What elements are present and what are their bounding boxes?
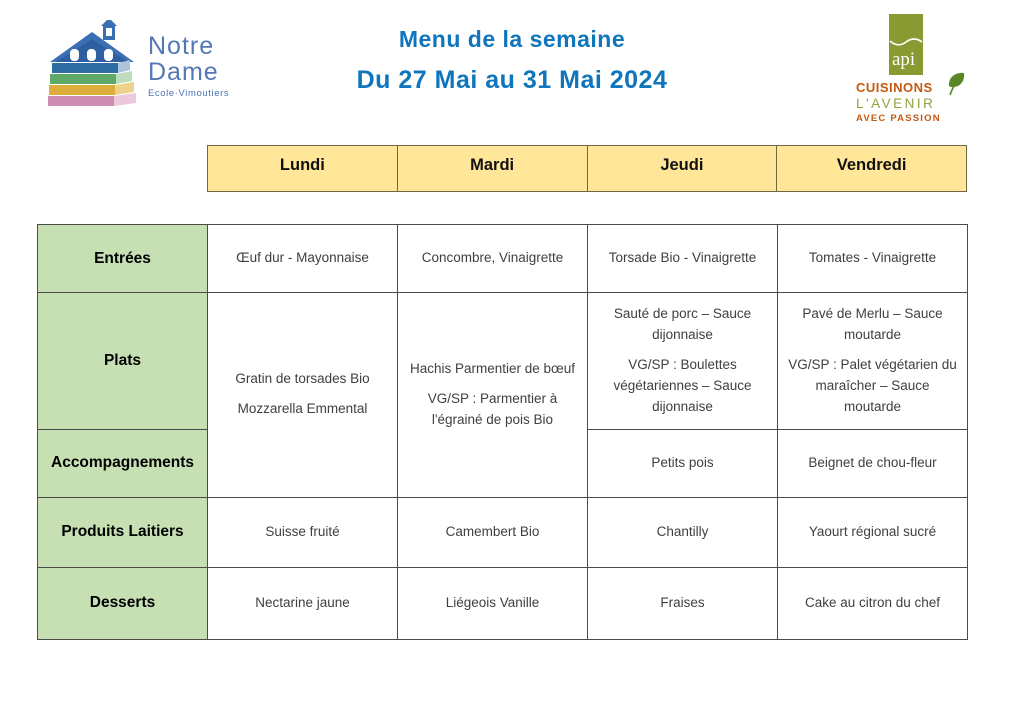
cell-entrees-vendredi: Tomates - Vinaigrette bbox=[778, 225, 968, 293]
cell-entrees-jeudi: Torsade Bio - Vinaigrette bbox=[588, 225, 778, 293]
cell-laitiers-mardi: Camembert Bio bbox=[398, 497, 588, 567]
cell-entrees-lundi: Œuf dur - Mayonnaise bbox=[208, 225, 398, 293]
cell-plats-jeudi bbox=[588, 293, 778, 430]
cell-laitiers-vendredi: Yaourt régional sucré bbox=[778, 497, 968, 567]
day-header-lundi: Lundi bbox=[208, 146, 398, 191]
day-header-mardi: Mardi bbox=[398, 146, 588, 191]
cell-desserts-vendredi: Cake au citron du chef bbox=[778, 567, 968, 639]
table-row-produits-laitiers bbox=[38, 497, 968, 567]
page-title bbox=[262, 26, 762, 95]
dish: VG/SP : Boulettes végétariennes – Sauce dijonnaise bbox=[613, 356, 752, 414]
cell-laitiers-lundi: Suisse fruité bbox=[208, 497, 398, 567]
leaf-icon bbox=[946, 72, 966, 101]
day-header-row bbox=[207, 145, 967, 192]
cell-desserts-lundi: Nectarine jaune bbox=[208, 567, 398, 639]
cell-entrees-mardi: Concombre, Vinaigrette bbox=[398, 225, 588, 293]
table-row-entrees bbox=[38, 225, 968, 293]
dish: Pavé de Merlu – Sauce moutarde bbox=[802, 306, 943, 342]
api-tagline-3: AVEC PASSION bbox=[856, 113, 941, 124]
dish: Sauté de porc – Sauce dijonnaise bbox=[613, 306, 752, 342]
cell-desserts-jeudi: Fraises bbox=[588, 567, 778, 639]
api-brand-text: api bbox=[892, 49, 916, 70]
menu-date-range: Du 27 Mai au 31 Mai 2024 bbox=[356, 66, 668, 94]
cell-accompagnements-vendredi: Beignet de chou-fleur bbox=[778, 429, 968, 497]
dish: VG/SP : Palet végétarien du maraîcher – Sauce moutarde bbox=[788, 356, 957, 414]
dish: Gratin de torsades Bio bbox=[235, 371, 370, 387]
cell-accompagnements-jeudi: Petits pois bbox=[588, 429, 778, 497]
row-label-plats: Plats bbox=[38, 293, 208, 430]
cell-plats-lundi bbox=[208, 293, 398, 498]
cell-plats-mardi bbox=[398, 293, 588, 498]
api-brand-icon bbox=[889, 14, 923, 75]
row-label-produits-laitiers: Produits Laitiers bbox=[38, 497, 208, 567]
cell-laitiers-jeudi: Chantilly bbox=[588, 497, 778, 567]
api-tagline-2: L'AVENIR bbox=[856, 96, 936, 111]
dish: VG/SP : Parmentier à l'égrainé de pois Bio bbox=[427, 390, 558, 427]
day-header-jeudi: Jeudi bbox=[588, 146, 778, 191]
school-logo-text bbox=[148, 34, 229, 99]
api-logo bbox=[856, 14, 968, 124]
row-label-accompagnements: Accompagnements bbox=[38, 429, 208, 497]
api-tagline-1: CUISINONS bbox=[856, 80, 933, 95]
menu-title: Menu de la semaine bbox=[398, 26, 626, 52]
table-row-desserts bbox=[38, 567, 968, 639]
cell-desserts-mardi: Liégeois Vanille bbox=[398, 567, 588, 639]
row-label-entrees: Entrées bbox=[38, 225, 208, 293]
menu-table bbox=[37, 224, 968, 640]
dish: Mozzarella Emmental bbox=[237, 401, 368, 417]
table-row-plats bbox=[38, 293, 968, 430]
dish: Hachis Parmentier de bœuf bbox=[409, 360, 576, 376]
school-house-icon bbox=[46, 20, 140, 111]
school-name-line1: Notre bbox=[148, 32, 215, 60]
school-subtitle: Ecole·Vimoutiers bbox=[148, 88, 230, 99]
school-logo bbox=[46, 20, 229, 111]
school-name-line2: Dame bbox=[148, 57, 219, 86]
day-header-vendredi: Vendredi bbox=[836, 156, 907, 174]
row-label-desserts: Desserts bbox=[38, 567, 208, 639]
cell-plats-vendredi bbox=[778, 293, 968, 430]
